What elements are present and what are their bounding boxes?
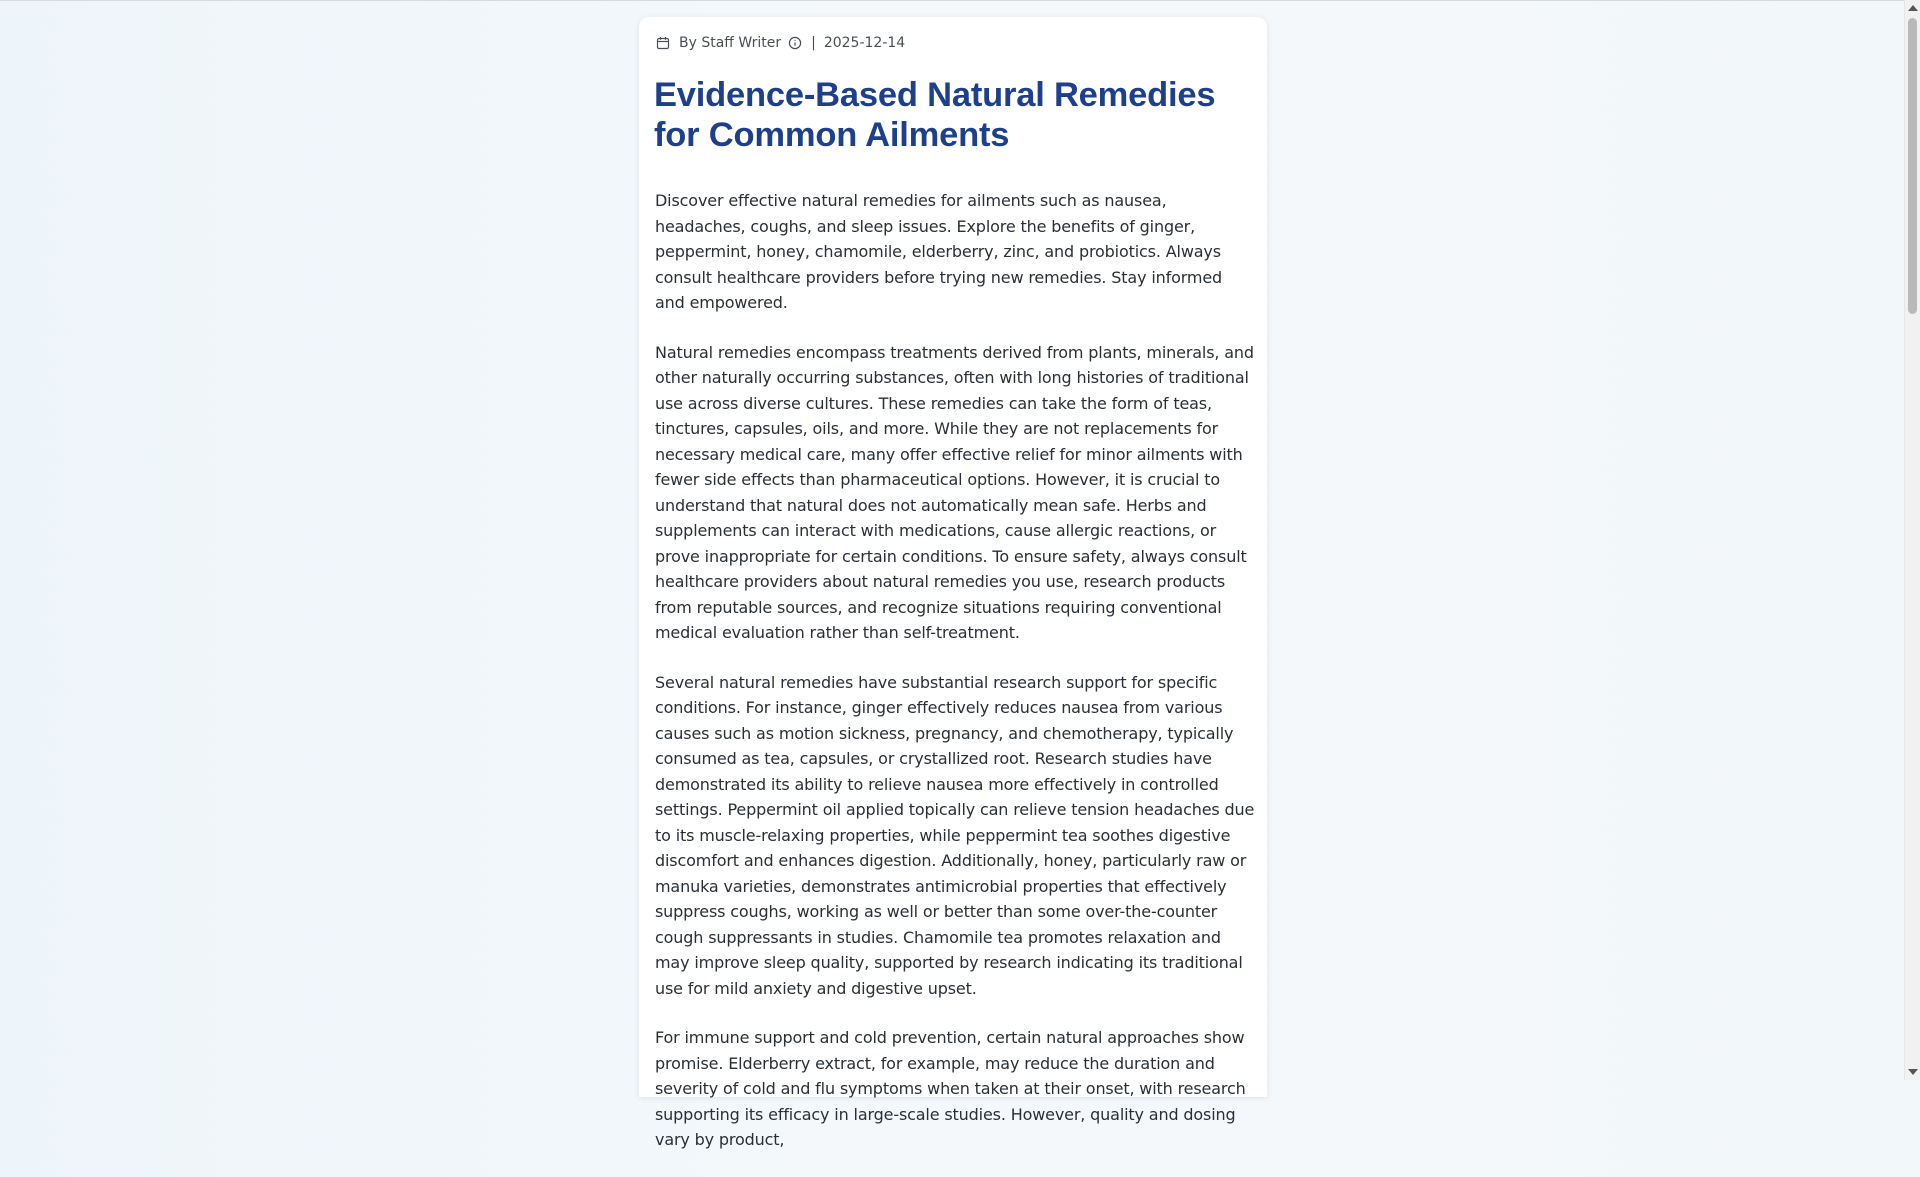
meta-separator: | [811,35,816,51]
scroll-down-arrow-icon[interactable] [1908,1069,1918,1075]
article-meta [655,33,905,53]
page-scrollbar[interactable] [1904,0,1920,1080]
article-paragraph: Natural remedies encompass treatments derived from plants, minerals, and other naturally occurring substances, often with long histories of traditional use across diverse cultures. These remedies can take the form of teas, tinctures, capsules, oils, and more. While they are not replacements for necessary medical care, many offer effective relief for minor ailments with fewer side effects than pharmaceutical options. However, it is crucial to understand that natural does not automatically mean safe. Herbs and supplements can interact with medications, cause allergic reactions, or prove inappropriate for certain conditions. To ensure safety, always consult healthcare providers about natural remedies you use, research products from reputable sources, and recognize situations requiring conventional medical evaluation rather than self-treatment. [655,342,1254,642]
article-title: Evidence-Based Natural Remedies for Common Ailments [654,76,1216,154]
scroll-up-arrow-icon[interactable] [1908,5,1918,11]
calendar-icon [655,35,671,51]
scrollbar-thumb[interactable] [1908,18,1917,314]
info-circle-icon[interactable] [787,35,803,51]
article-paragraph: Several natural remedies have substantial research support for specific conditions. For instance, ginger effectively reduces nausea from various causes such as motion sickness, pregnancy, and chemotherapy, typically consumed as tea, capsules, or crystallized root. Research studies have demonstrated its ability to relieve nausea more effectively in controlled settings. Peppermint oil applied topically can relieve tension headaches due to its muscle-relaxing properties, while peppermint tea soothes digestive discomfort and enhances digestion. Additionally, honey, particularly raw or manuka varieties, demonstrates antimicrobial properties that effectively suppress coughs, working as well or better than some over-the-counter cough suppressants in studies. Chamomile tea promotes relaxation and may improve sleep quality, supported by research indicating its traditional use for mild anxiety and digestive upset. [655,672,1255,998]
article-body [655,188,1255,1177]
top-border [0,0,1904,1]
article-paragraph-intro: Discover effective natural remedies for ailments such as nausea, headaches, coughs, and sleep issues. Explore the benefits of ginger, peppermint, honey, chamomile, elderberry, zinc, and probiotics. Always consult healthcare providers before trying new remedies. Stay informed and empowered. [655,191,1223,312]
article-card [639,17,1267,1149]
article-author: By Staff Writer [679,35,782,51]
article-paragraph: For immune support and cold prevention, certain natural approaches show promise. Elderberry extract, for example, may reduce the duration and severity of cold and flu symptoms when taken at their onset, with research supporting its efficacy in large-scale studies. However, quality and dosing vary by product, [655,1028,1246,1149]
article-date: 2025-12-14 [823,35,906,51]
